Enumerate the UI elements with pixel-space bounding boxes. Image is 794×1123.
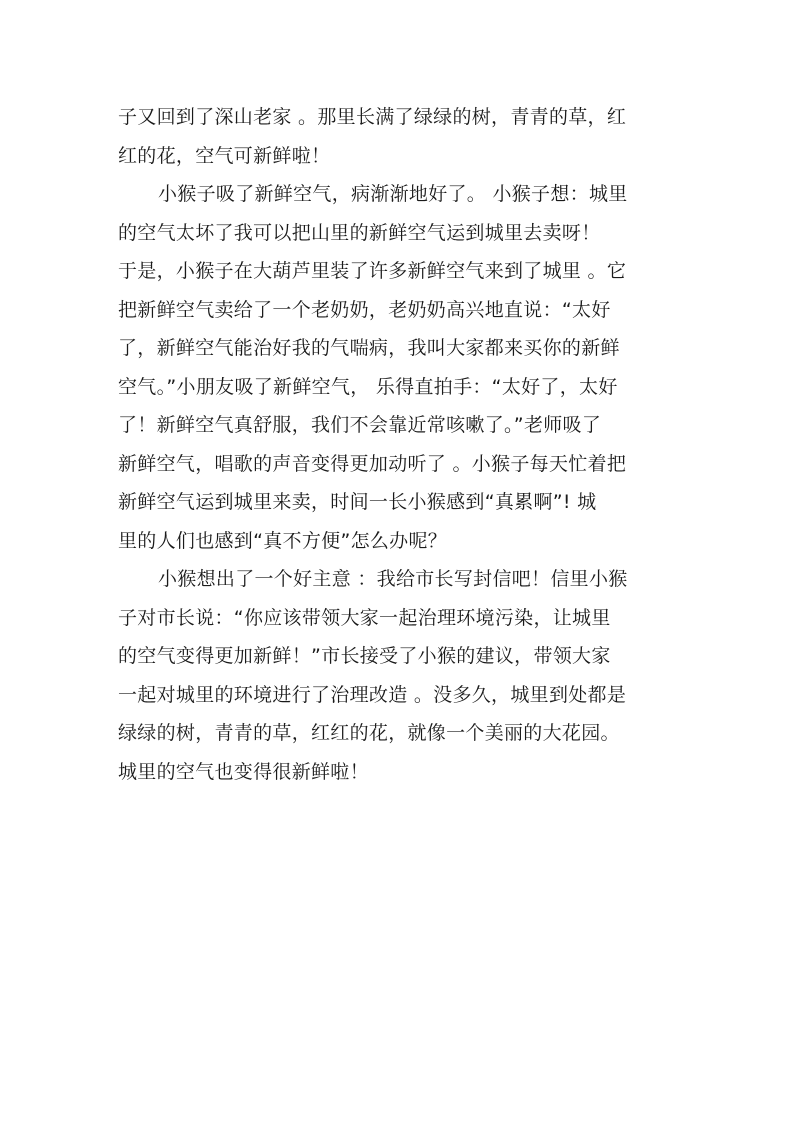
text-line: 新鲜空气运到城里来卖，时间一长小猴感到“真累啊”! 城	[118, 491, 597, 513]
text-line: 里的人们也感到“真不方便”怎么办呢？	[118, 529, 448, 552]
paragraph-start-line: 小猴想出了一个好主意 ：我给市长写封信吧！信里小猴	[158, 568, 628, 590]
text-line: 于是，小猴子在大葫芦里装了许多新鲜空气来到了城里 。它	[118, 260, 627, 282]
text-line: 的空气变得更加新鲜！”市长接受了小猴的建议，带领大家	[118, 645, 611, 667]
text-line: 了，新鲜空气能治好我的气喘病，我叫大家都来买你的新鲜	[118, 337, 620, 359]
text-line: 一起对城里的环境进行了治理改造 。没多久，城里到处都是	[118, 683, 627, 706]
story-text	[118, 98, 698, 791]
text-line: 子又回到了深山老家 。那里长满了绿绿的树，青青的草，红	[118, 106, 627, 128]
text-line: 绿绿的树，青青的草，红红的花，就像一个美丽的大花园。	[118, 722, 620, 744]
text-line: 城里的空气也变得很新鲜啦！	[118, 760, 369, 783]
text-line: 把新鲜空气卖给了一个老奶奶，老奶奶高兴地直说：“太好	[118, 298, 611, 321]
paragraph-start-line: 小猴子吸了新鲜空气，病渐渐地好了。 小猴子想：城里	[158, 183, 628, 205]
text-line: 子对市长说：“你应该带领大家一起治理环境污染，让城里	[118, 606, 611, 629]
text-line: 空气。”小朋友吸了新鲜空气， 乐得直拍手：“太好了，太好	[118, 375, 618, 398]
text-line: 了！新鲜空气真舒服，我们不会靠近常咳嗽了。”老师吸了	[118, 414, 602, 436]
text-line: 红的花，空气可新鲜啦！	[118, 144, 331, 167]
text-line: 的空气太坏了我可以把山里的新鲜空气运到城里去卖呀！	[118, 221, 601, 244]
text-line: 新鲜空气，唱歌的声音变得更加动听了 。小猴子每天忙着把	[118, 452, 627, 475]
